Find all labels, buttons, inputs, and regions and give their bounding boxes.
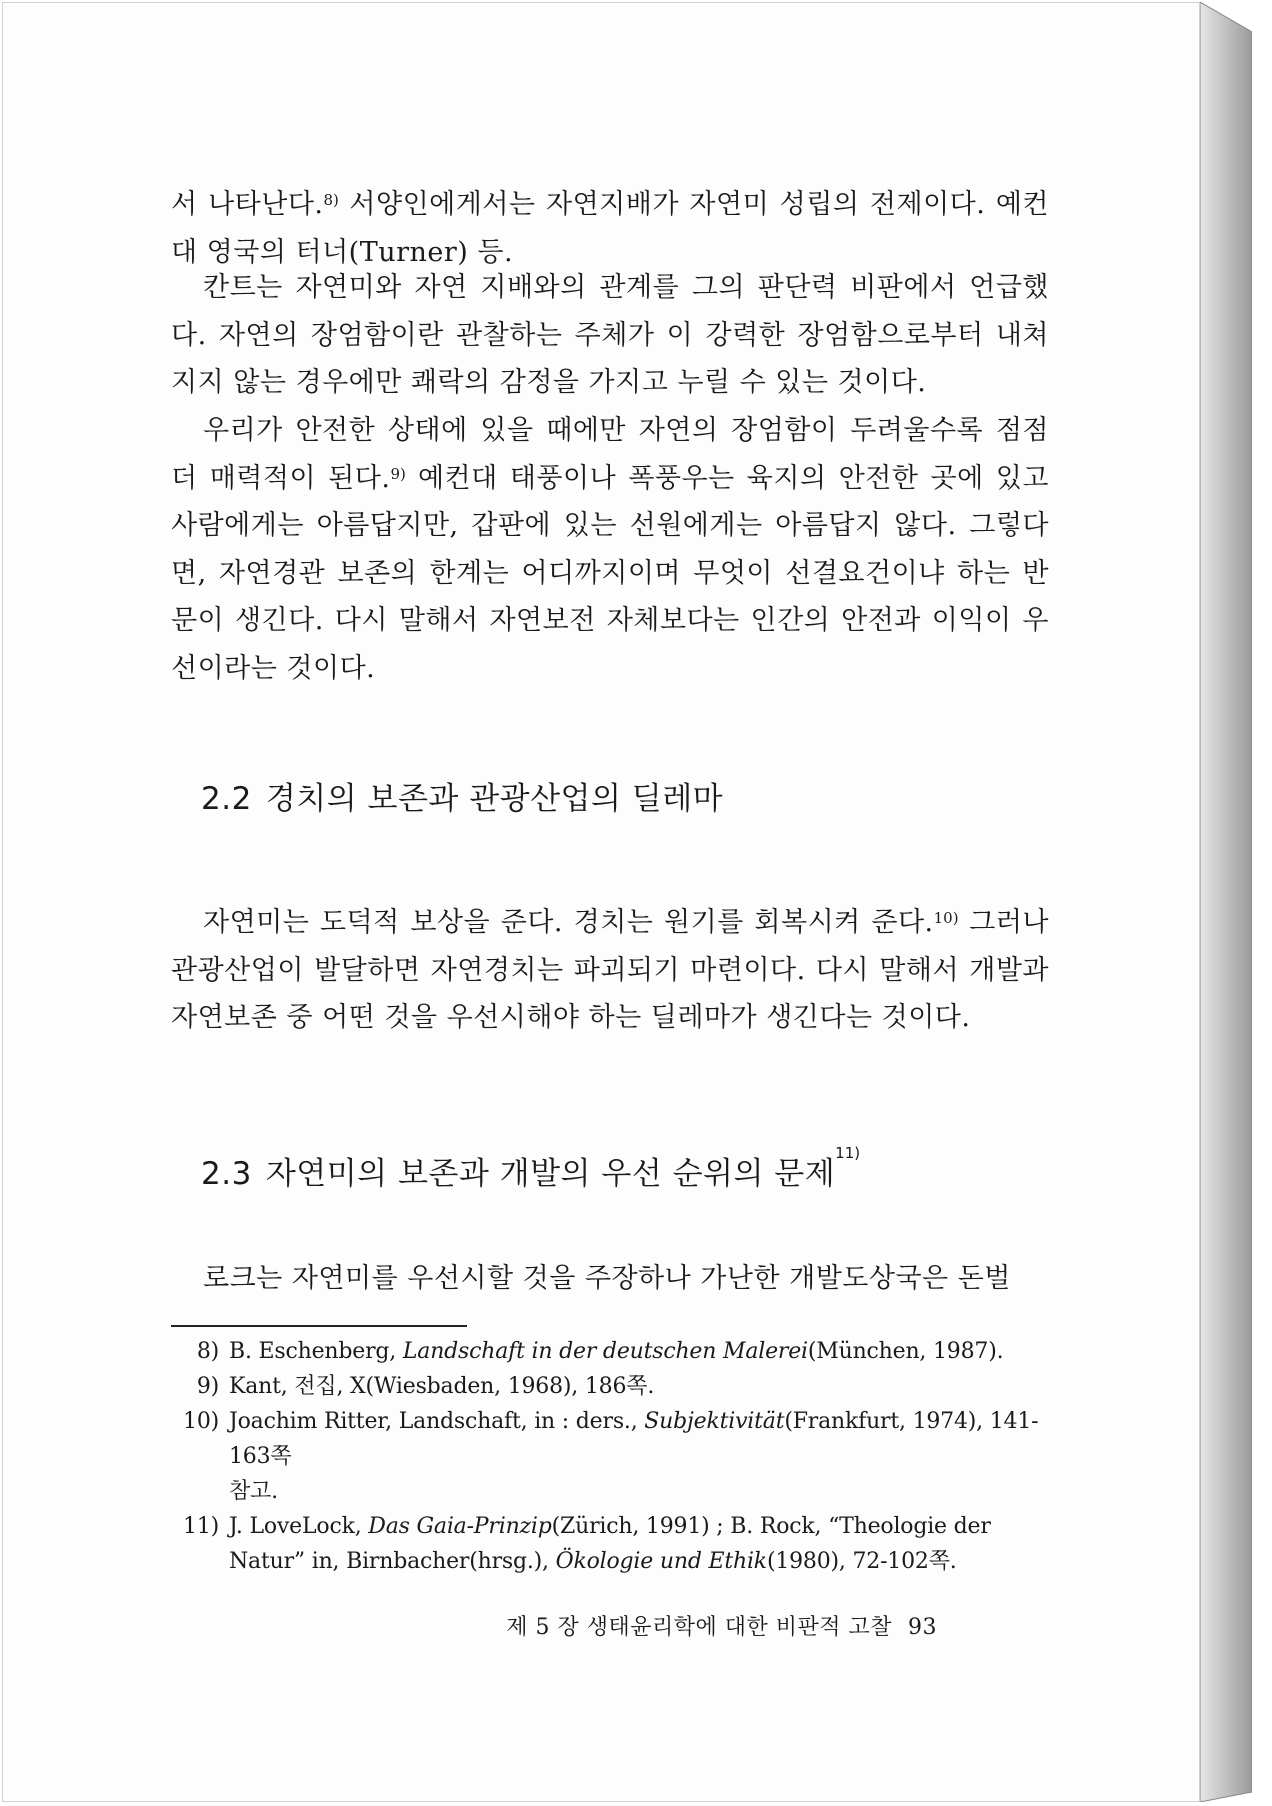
footnote-11: 11) J. LoveLock, Das Gaia-Prinzip(Zürich, 1991) ; B. Rock, “Theologie der Natur” in, Birnbacher(hrsg.), Ökologie und Ethik(1980), 72-102쪽. [183,1514,991,1574]
section-heading-2-3: 2.3 자연미의 보존과 개발의 우선 순위의 문제$^{11)}$ [201,1144,861,1192]
footnote-divider [171,1325,467,1327]
footnote-9: 9) Kant, 전집, X(Wiesbaden, 1968), 186쪽. [196,1374,655,1399]
paragraph-4: 자연미는 도덕적 보상을 준다. 경치는 원기를 회복시켜 준다.$^{10)}$ 그러나 관광산업이 발달하면 자연경치는 파괴되기 마련이다. 다시 말해서 개발과 자연보존 중 어떤 것을 우선시해야 하는 딜레마가 생긴다는 것이다. [171,907,1049,1033]
page-number: 93 [908,1615,937,1640]
paragraph-1: 서 나타난다.$^{8)}$ 서양인에게서는 자연지배가 자연미 성립의 전제이다. 예컨대 영국의 터너(Turner) 등. [171,189,1049,268]
footnote-8: 8) B. Eschenberg, Landschaft in der deutschen Malerei(München, 1987). [196,1339,1004,1364]
footnote-ref-10[interactable]: 10) [933,909,959,927]
paragraph-2: 칸트는 자연미와 자연 지배와의 관계를 그의 판단력 비판에서 언급했다. 자연의 장엄함이란 관찰하는 주체가 이 강력한 장엄함으로부터 내쳐지지 않는 경우에만 쾌락의 감정을 가지고 누릴 수 있는 것이다. [171,272,1049,398]
footnote-10: 10) Joachim Ritter, Landschaft, in : ders., Subjektivität(Frankfurt, 1974), 141-163쪽 참고. [183,1409,1039,1504]
book-spine-edge [1200,2,1252,1802]
footnote-ref-11[interactable]: 11) [835,1144,861,1162]
footnotes [179,1334,1057,1579]
paragraph-3: 우리가 안전한 상태에 있을 때에만 자연의 장엄함이 두려울수록 점점 더 매력적이 된다.$^{9)}$ 예컨대 태풍이나 폭풍우는 육지의 안전한 곳에 있고 사람에게는 아름답지만, 갑판에 있는 선원에게는 아름답지 않다. 그렇다면, 자연경관 보존의 한계는 어디까지이며 무엇이 선결요건이냐 하는 반문이 생긴다. 다시 말해서 자연보전 자체보다는 인간의 안전과 이익이 우선이라는 것이다. [171,415,1049,684]
running-footer: 제 5 장 생태윤리학에 대한 비판적 고찰 93 [506,1615,937,1640]
page [2,2,1200,1802]
footnote-ref-9[interactable]: 9) [390,464,406,483]
section-heading-2-2: 2.2 경치의 보존과 관광산업의 딜레마 [201,781,724,817]
paragraph-5: 로크는 자연미를 우선시할 것을 주장하나 가난한 개발도상국은 돈벌 [203,1263,1011,1294]
footnote-ref-8[interactable]: 8) [323,191,339,209]
